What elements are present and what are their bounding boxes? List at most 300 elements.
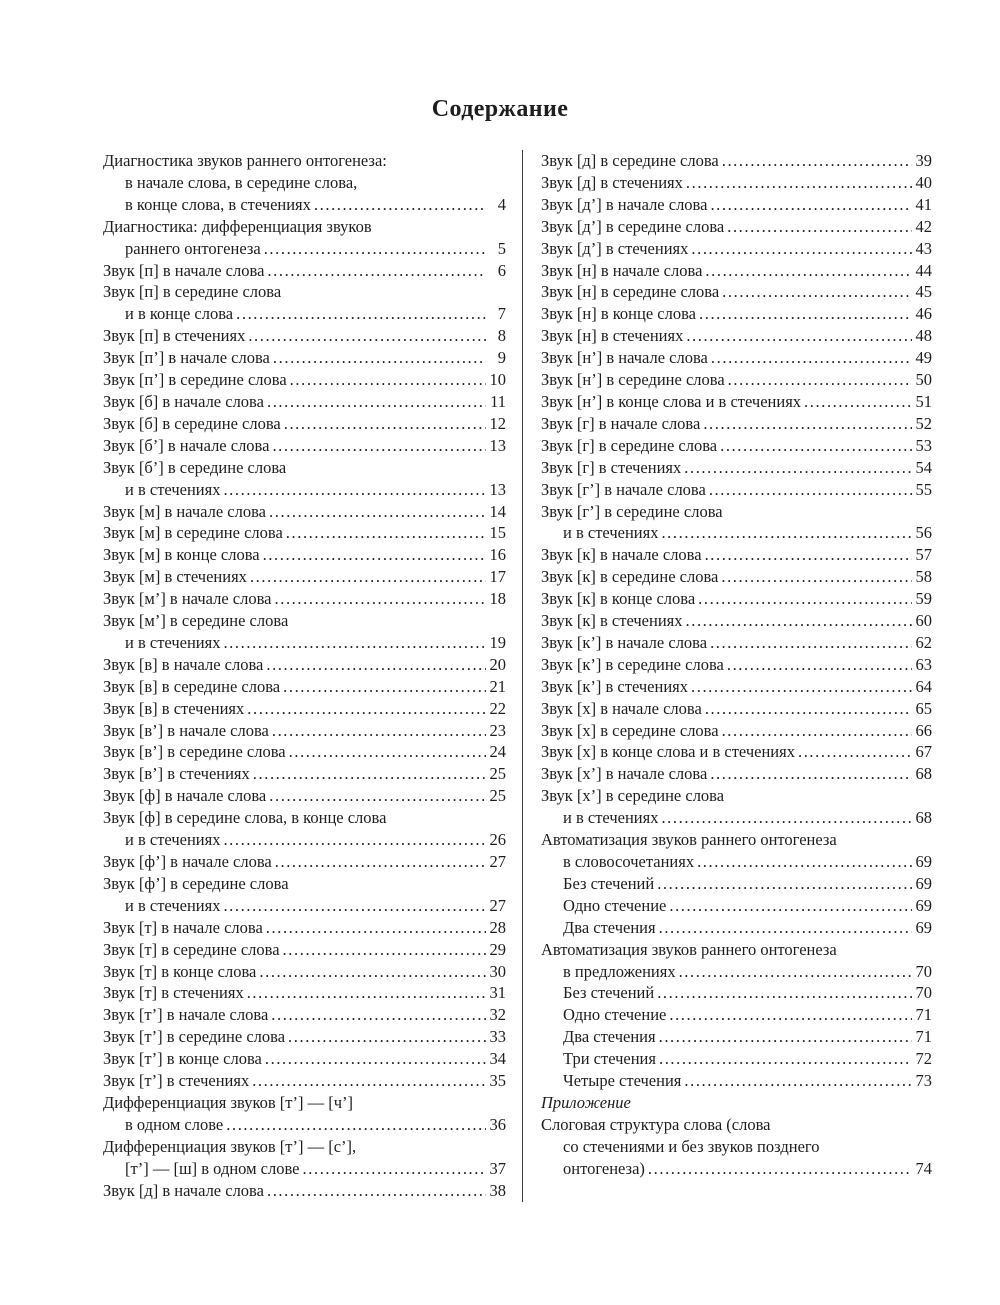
toc-line <box>103 260 506 282</box>
page-number: 5 <box>497 238 506 258</box>
toc-entry-text: Звук [т] в начале слова <box>103 917 263 937</box>
toc-entry-text: раннего онтогенеза <box>125 238 261 258</box>
toc-line <box>103 654 506 676</box>
toc-entry <box>541 895 932 917</box>
toc-entry-text: в конце слова, в стечениях <box>125 194 311 214</box>
toc-line <box>541 544 932 566</box>
toc-line <box>103 982 506 1004</box>
toc-line <box>103 917 506 939</box>
toc-line: Звук [г’] в середине слова <box>541 501 723 521</box>
dot-leader <box>703 413 912 435</box>
toc-entry <box>103 1048 506 1070</box>
toc-entry-text: Звук [к] в начале слова <box>541 545 702 565</box>
toc-line <box>541 741 932 763</box>
page-number: 27 <box>489 852 506 871</box>
dot-leader <box>314 194 486 216</box>
dot-leader <box>250 566 486 588</box>
page-number: 14 <box>489 501 506 521</box>
toc-line <box>103 720 506 742</box>
toc-entry <box>103 785 506 807</box>
toc-entry-text: Два стечения <box>563 917 656 937</box>
toc-line <box>103 632 506 654</box>
toc-entry <box>103 369 506 391</box>
toc-line <box>103 1158 506 1180</box>
dot-leader <box>798 741 912 763</box>
toc-line: Звук [п] в середине слова <box>103 282 282 302</box>
toc-entry-text: Звук [ф] в начале слова <box>103 786 267 806</box>
toc-entry <box>103 698 506 720</box>
toc-line <box>103 1114 506 1136</box>
toc-entry <box>103 522 506 544</box>
toc-line <box>103 939 506 961</box>
toc-line <box>541 807 932 829</box>
page-number: 13 <box>489 435 506 455</box>
dot-leader <box>691 238 912 260</box>
toc-entry-text: Звук [д] в стечениях <box>541 172 683 192</box>
page-number: 37 <box>489 1158 506 1178</box>
page-number: 31 <box>489 983 506 1003</box>
dot-leader <box>223 479 486 501</box>
page-title: Содержание <box>431 96 569 122</box>
dot-leader <box>648 1158 912 1180</box>
toc-line <box>103 829 506 851</box>
toc-line <box>541 479 932 501</box>
toc-line: в начале слова, в середине слова, <box>125 172 358 192</box>
toc-entry <box>103 544 506 566</box>
toc-entry-text: Звук [д’] в начале слова <box>541 194 708 214</box>
toc-entry <box>103 457 506 501</box>
toc-entry <box>103 720 506 742</box>
toc-entry <box>103 741 506 763</box>
toc-entry-text: Звук [м’] в начале слова <box>103 589 272 609</box>
dot-leader <box>705 698 912 720</box>
toc-entry <box>103 281 506 325</box>
toc-line <box>103 479 506 501</box>
toc-entry <box>103 391 506 413</box>
toc-entry-text: Звук [к] в конце слова <box>541 589 696 609</box>
dot-leader <box>259 961 486 983</box>
toc-entry <box>541 544 932 566</box>
dot-leader <box>283 939 486 961</box>
toc-entry-text: Звук [м] в конце слова <box>103 545 260 565</box>
toc-entry <box>103 216 506 260</box>
toc <box>103 150 932 1202</box>
toc-line: Диагностика: дифференциация звуков <box>103 216 372 236</box>
toc-entry <box>541 676 932 698</box>
toc-line <box>103 851 506 873</box>
dot-leader <box>710 763 912 785</box>
toc-entry <box>541 720 932 742</box>
toc-entry <box>103 610 506 654</box>
toc-entry-text: Звук [ф’] в начале слова <box>103 852 272 871</box>
toc-entry <box>541 391 932 413</box>
page-number: 10 <box>489 370 506 390</box>
toc-entry-text: Звук [н’] в конце слова и в стечениях <box>541 391 802 411</box>
toc-line <box>541 413 932 435</box>
toc-line <box>541 676 932 698</box>
toc-line: Звук [х’] в середине слова <box>541 786 725 806</box>
toc-entry-text: и в стечениях <box>125 632 221 652</box>
page-number: 65 <box>915 698 932 718</box>
toc-entry-text: Звук [в] в середине слова <box>103 676 281 696</box>
page-number: 40 <box>915 172 932 192</box>
toc-entry <box>103 1180 506 1202</box>
toc-entry <box>103 873 506 917</box>
toc-line <box>541 1048 932 1070</box>
page-number: 6 <box>497 260 506 280</box>
page-number: 43 <box>915 238 932 258</box>
dot-leader <box>288 1026 486 1048</box>
toc-line <box>541 698 932 720</box>
toc-line <box>103 1180 506 1202</box>
toc-entry-text: Звук [п] в стечениях <box>103 326 246 346</box>
toc-entry <box>103 1026 506 1048</box>
toc-line <box>103 522 506 544</box>
dot-leader <box>721 566 912 588</box>
toc-entry-text: Звук [н] в стечениях <box>541 326 684 346</box>
toc-line <box>541 763 932 785</box>
toc-line <box>103 369 506 391</box>
toc-line <box>541 238 932 260</box>
page-number: 32 <box>489 1005 506 1025</box>
dot-leader <box>684 1070 912 1092</box>
toc-line <box>541 895 932 917</box>
page-number: 69 <box>915 873 932 893</box>
toc-line <box>541 566 932 588</box>
page-number: 69 <box>915 917 932 937</box>
toc-entry-text: Звук [г] в стечениях <box>541 457 682 477</box>
toc-entry <box>541 1092 932 1114</box>
page-number: 44 <box>915 260 932 280</box>
toc-line <box>541 435 932 457</box>
toc-entry-text: Звук [в’] в начале слова <box>103 720 269 740</box>
toc-line: Слоговая структура слова (слова <box>541 1114 771 1134</box>
page-number: 73 <box>915 1071 932 1091</box>
toc-entry <box>541 654 932 676</box>
page-number: 50 <box>915 370 932 390</box>
toc-line <box>103 501 506 523</box>
page-number: 53 <box>915 435 932 455</box>
page-number: 28 <box>489 917 506 937</box>
page-number: 56 <box>915 523 932 543</box>
page-number: 51 <box>915 391 932 411</box>
page-number: 48 <box>915 326 932 346</box>
toc-entry-text: и в стечениях <box>125 479 221 499</box>
page-number: 60 <box>915 611 932 631</box>
page-number: 70 <box>915 983 932 1003</box>
toc-column-right <box>523 150 932 1202</box>
page-number: 4 <box>497 194 506 214</box>
toc-entry-text: Звук [п] в начале слова <box>103 260 265 280</box>
toc-column-left <box>103 150 522 1202</box>
dot-leader <box>686 610 913 632</box>
dot-leader <box>269 501 486 523</box>
toc-line: Дифференциация звуков [т’] — [с’], <box>103 1136 357 1156</box>
toc-entry <box>103 982 506 1004</box>
toc-entry <box>541 741 932 763</box>
toc-entry-text: Звук [х] в начале слова <box>541 698 702 718</box>
toc-entry <box>541 281 932 303</box>
toc-entry-text: Звук [п’] в начале слова <box>103 348 270 368</box>
dot-leader <box>248 325 486 347</box>
toc-entry <box>541 194 932 216</box>
toc-entry <box>103 435 506 457</box>
toc-line <box>541 325 932 347</box>
toc-entry <box>103 961 506 983</box>
dot-leader <box>223 829 486 851</box>
dot-leader <box>720 435 912 457</box>
toc-entry-text: Звук [т] в конце слова <box>103 961 257 981</box>
toc-entry <box>541 785 932 829</box>
toc-entry-text: и в стечениях <box>563 523 659 543</box>
page-number: 52 <box>915 413 932 433</box>
toc-entry-text: Звук [в] в стечениях <box>103 698 245 718</box>
dot-leader <box>669 1004 912 1026</box>
toc-entry-text: Без стечений <box>563 873 655 893</box>
page-number: 18 <box>489 589 506 609</box>
toc-entry <box>541 588 932 610</box>
dot-leader <box>247 982 486 1004</box>
toc-line <box>541 588 932 610</box>
toc-entry <box>541 435 932 457</box>
dot-leader <box>684 457 912 479</box>
toc-entry <box>541 413 932 435</box>
dot-leader <box>289 741 486 763</box>
page-number: 33 <box>489 1027 506 1047</box>
dot-leader <box>728 369 912 391</box>
toc-entry-text: Звук [к’] в середине слова <box>541 654 724 674</box>
dot-leader <box>691 676 912 698</box>
page-number: 70 <box>915 961 932 981</box>
toc-line <box>541 873 932 895</box>
toc-entry-text: Звук [х] в середине слова <box>541 720 719 740</box>
page-number: 9 <box>497 348 506 368</box>
dot-leader <box>686 172 912 194</box>
dot-leader <box>659 1026 912 1048</box>
toc-entry <box>541 1004 932 1026</box>
dot-leader <box>661 807 912 829</box>
toc-line <box>541 369 932 391</box>
toc-line <box>103 566 506 588</box>
page-number: 8 <box>497 326 506 346</box>
page-number: 12 <box>489 413 506 433</box>
toc-line <box>103 1026 506 1048</box>
toc-line <box>103 303 506 325</box>
dot-leader <box>679 961 912 983</box>
toc-entry-text: Звук [т’] в начале слова <box>103 1005 269 1025</box>
toc-entry <box>541 457 932 479</box>
toc-entry-text: Звук [д] в начале слова <box>103 1180 264 1200</box>
dot-leader <box>283 676 486 698</box>
page-number: 25 <box>489 764 506 784</box>
toc-entry-text: Звук [н’] в середине слова <box>541 370 725 390</box>
toc-entry <box>541 698 932 720</box>
toc-line <box>541 391 932 413</box>
toc-line <box>541 610 932 632</box>
page-number: 46 <box>915 304 932 324</box>
toc-entry <box>541 238 932 260</box>
page-number: 67 <box>915 742 932 762</box>
toc-entry-text: Звук [х’] в начале слова <box>541 764 708 784</box>
toc-entry <box>541 303 932 325</box>
toc-entry-text: Звук [т] в середине слова <box>103 939 280 959</box>
dot-leader <box>705 260 912 282</box>
toc-entry-text: Звук [в’] в середине слова <box>103 742 286 762</box>
toc-entry <box>103 1092 506 1136</box>
toc-entry <box>103 413 506 435</box>
dot-leader <box>710 194 912 216</box>
toc-line <box>541 851 932 873</box>
toc-entry-text: Три стечения <box>563 1049 656 1069</box>
dot-leader <box>252 1070 486 1092</box>
toc-entry-text: Звук [к’] в начале слова <box>541 632 708 652</box>
toc-entry-text: Звук [г’] в начале слова <box>541 479 706 499</box>
page-number: 20 <box>489 654 506 674</box>
toc-entry <box>103 588 506 610</box>
toc-entry <box>103 851 506 873</box>
toc-entry <box>541 939 932 983</box>
dot-leader <box>709 479 912 501</box>
toc-entry <box>541 216 932 238</box>
dot-leader <box>727 654 912 676</box>
toc-entry-text: Звук [т] в стечениях <box>103 983 244 1003</box>
page-number: 29 <box>489 939 506 959</box>
toc-entry-text: Звук [к] в середине слова <box>541 567 719 587</box>
toc-entry <box>541 1026 932 1048</box>
toc-entry-text: Звук [н’] в начале слова <box>541 348 708 368</box>
toc-entry-text: Четыре стечения <box>563 1071 682 1091</box>
toc-line: Автоматизация звуков раннего онтогенеза <box>541 939 837 959</box>
dot-leader <box>303 1158 486 1180</box>
toc-entry <box>541 566 932 588</box>
dot-leader <box>266 654 486 676</box>
dot-leader <box>267 1180 486 1202</box>
toc-entry-text: Звук [м] в середине слова <box>103 523 283 543</box>
toc-entry-text: Звук [н] в конце слова <box>541 304 696 324</box>
dot-leader <box>722 720 912 742</box>
dot-leader <box>686 325 912 347</box>
toc-line <box>541 150 932 172</box>
dot-leader <box>273 347 486 369</box>
dot-leader <box>711 347 912 369</box>
toc-entry-text: Звук [д’] в середине слова <box>541 216 725 236</box>
page-number: 68 <box>915 764 932 784</box>
dot-leader <box>669 895 912 917</box>
toc-entry-text: Звук [к’] в стечениях <box>541 676 688 696</box>
toc-entry <box>103 566 506 588</box>
page-number: 45 <box>915 282 932 302</box>
toc-line <box>541 917 932 939</box>
toc-entry <box>541 1070 932 1092</box>
toc-entry-text: Звук [к] в стечениях <box>541 611 683 631</box>
toc-entry <box>541 610 932 632</box>
dot-leader <box>263 544 486 566</box>
dot-leader <box>264 238 486 260</box>
toc-entry <box>541 260 932 282</box>
dot-leader <box>265 1048 486 1070</box>
toc-entry-text: Звук [д] в середине слова <box>541 151 719 170</box>
toc-entry <box>103 260 506 282</box>
dot-leader <box>804 391 912 413</box>
page-number: 15 <box>489 523 506 543</box>
toc-line <box>541 1026 932 1048</box>
toc-entry <box>541 479 932 501</box>
toc-entry-text: в одном слове <box>125 1114 224 1134</box>
dot-leader <box>275 851 486 873</box>
toc-entry <box>103 917 506 939</box>
toc-entry <box>103 1004 506 1026</box>
page-number: 69 <box>915 852 932 871</box>
page-number: 26 <box>489 830 506 850</box>
toc-entry <box>103 939 506 961</box>
dot-leader <box>236 303 486 325</box>
page-number: 41 <box>915 194 932 214</box>
page-number: 71 <box>915 1005 932 1025</box>
toc-entry-text: Одно стечение <box>563 1005 667 1025</box>
dot-leader <box>657 982 912 1004</box>
toc-entry-text: и в стечениях <box>563 808 659 828</box>
toc-line <box>103 698 506 720</box>
toc-entry <box>541 763 932 785</box>
page-number: 74 <box>915 1158 932 1178</box>
page-number: 11 <box>490 391 506 411</box>
page-number: 68 <box>915 808 932 828</box>
toc-entry <box>103 347 506 369</box>
page-number: 42 <box>915 216 932 236</box>
toc-entry-text: Два стечения <box>563 1027 656 1047</box>
dot-leader <box>284 413 486 435</box>
toc-line <box>103 588 506 610</box>
toc-line <box>103 325 506 347</box>
dot-leader <box>286 522 486 544</box>
toc-entry <box>541 501 932 545</box>
toc-line <box>103 741 506 763</box>
dot-leader <box>722 150 912 172</box>
toc-line <box>103 1070 506 1092</box>
page-number: 21 <box>489 676 506 696</box>
page-number: 35 <box>489 1071 506 1091</box>
toc-entry <box>541 873 932 895</box>
toc-entry-text: Звук [б] в середине слова <box>103 413 281 433</box>
dot-leader <box>226 1114 486 1136</box>
toc-line <box>541 194 932 216</box>
dot-leader <box>267 260 486 282</box>
toc-entry <box>541 150 932 172</box>
page-number: 55 <box>915 479 932 499</box>
page-number: 22 <box>489 698 506 718</box>
toc-line: со стечениями и без звуков позднего <box>563 1136 820 1156</box>
page-number: 13 <box>489 479 506 499</box>
toc-line <box>541 1070 932 1092</box>
toc-line <box>103 413 506 435</box>
toc-entry-text: Звук [т’] в стечениях <box>103 1071 250 1091</box>
toc-entry-text: Звук [м] в стечениях <box>103 567 247 587</box>
toc-entry-text: Звук [т’] в середине слова <box>103 1027 286 1047</box>
toc-entry <box>541 632 932 654</box>
dot-leader <box>698 588 912 610</box>
toc-line <box>541 522 932 544</box>
toc-entry <box>103 676 506 698</box>
toc-entry-text: Звук [г] в середине слова <box>541 435 718 455</box>
toc-entry-text: Звук [н] в начале слова <box>541 260 703 280</box>
toc-line: Диагностика звуков раннего онтогенеза: <box>103 151 387 170</box>
toc-line <box>541 1158 932 1180</box>
toc-line <box>541 982 932 1004</box>
toc-line <box>103 961 506 983</box>
toc-entry-text: в словосочетаниях <box>563 852 695 871</box>
toc-line <box>103 544 506 566</box>
toc-entry-text: Звук [м] в начале слова <box>103 501 267 521</box>
